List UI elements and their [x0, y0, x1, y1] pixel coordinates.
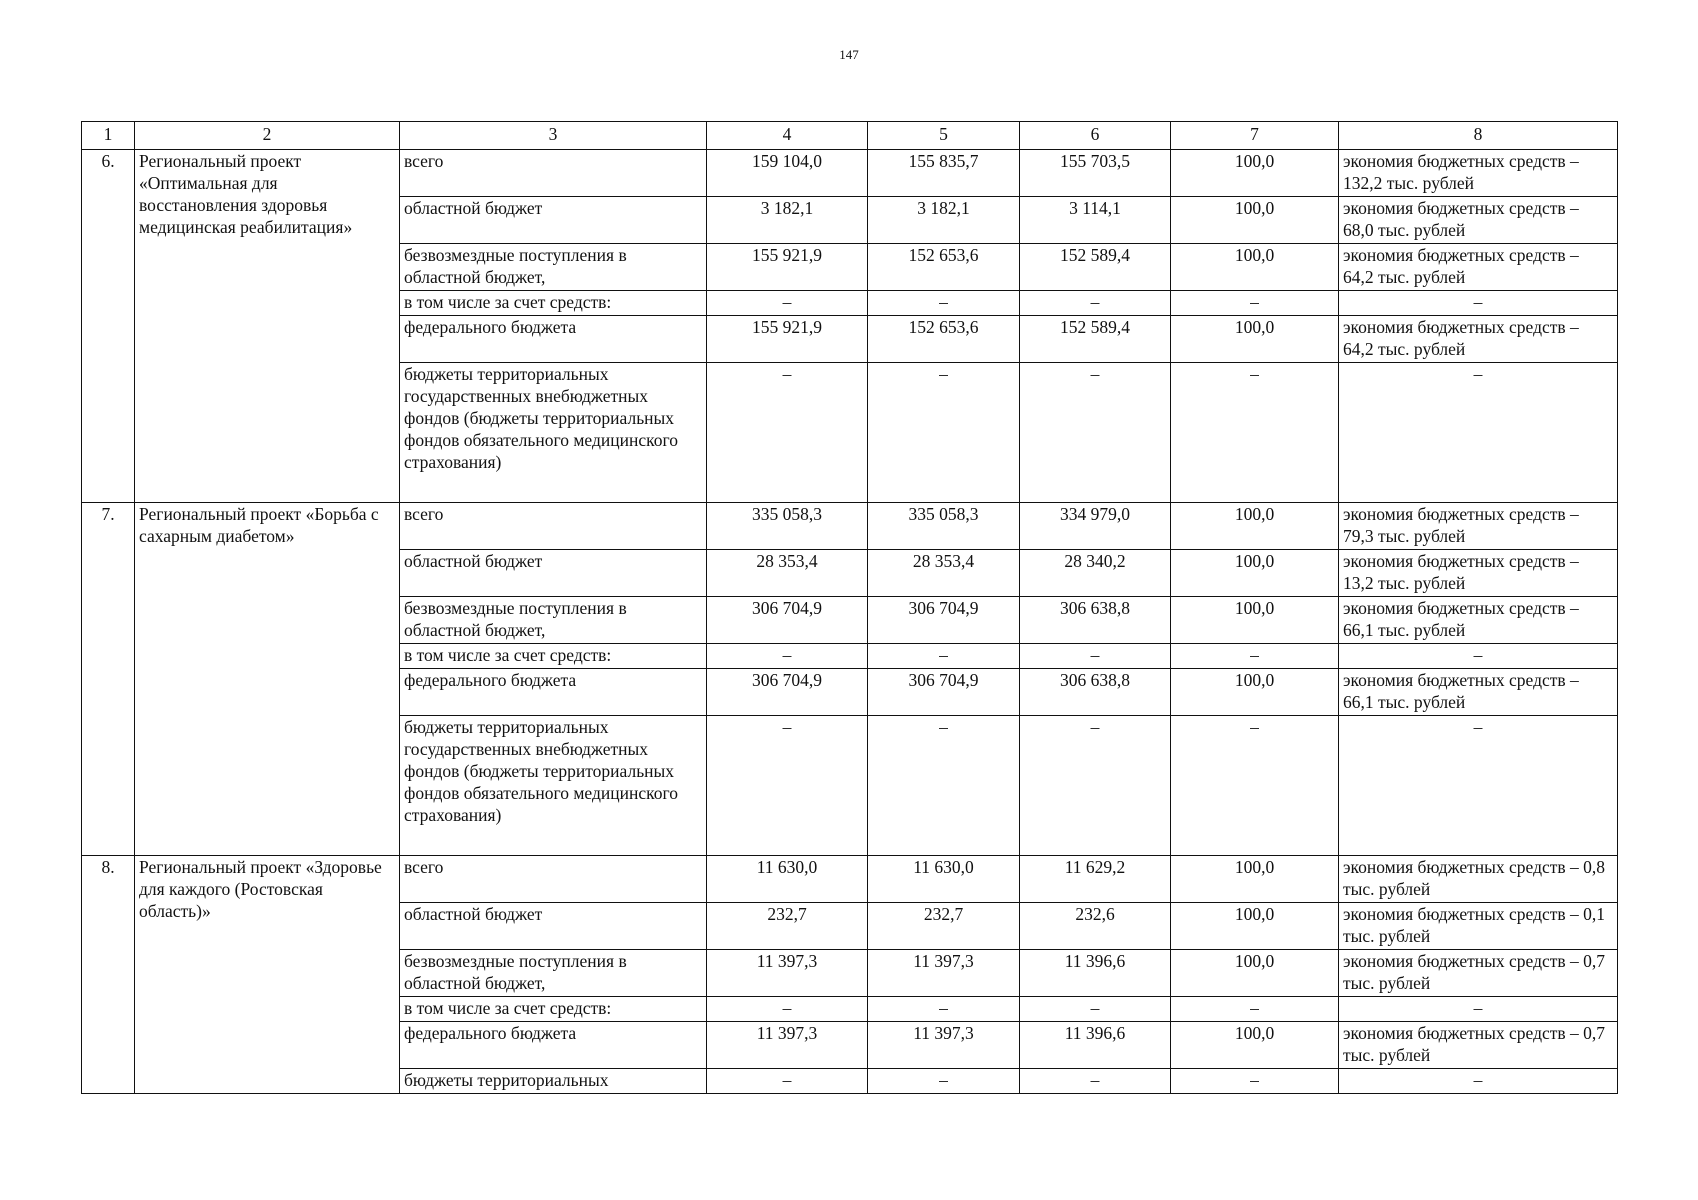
- plan-value: 159 104,0: [707, 150, 868, 197]
- plan-value: 3 182,1: [707, 197, 868, 244]
- actual-value: 306 638,8: [1020, 669, 1171, 716]
- actual-value: –: [1020, 1069, 1171, 1094]
- funding-source: федерального бюджета: [400, 669, 707, 716]
- percent-value: –: [1171, 363, 1339, 503]
- actual-value: –: [1020, 363, 1171, 503]
- adjusted-value: –: [868, 716, 1020, 856]
- adjusted-value: 155 835,7: [868, 150, 1020, 197]
- funding-source: областной бюджет: [400, 197, 707, 244]
- adjusted-value: –: [868, 1069, 1020, 1094]
- column-header: 2: [135, 122, 400, 150]
- adjusted-value: 152 653,6: [868, 244, 1020, 291]
- note: экономия бюджетных средств – 66,1 тыс. рублей: [1339, 669, 1618, 716]
- funding-source: бюджеты территориальных государственных внебюджетных фондов (бюджеты территориальных фондов обязательного медицинского страхования): [400, 716, 707, 856]
- plan-value: 28 353,4: [707, 550, 868, 597]
- funding-source: безвозмездные поступления в областной бюджет,: [400, 597, 707, 644]
- percent-value: –: [1171, 644, 1339, 669]
- funding-source: в том числе за счет средств:: [400, 291, 707, 316]
- plan-value: 155 921,9: [707, 316, 868, 363]
- plan-value: 232,7: [707, 903, 868, 950]
- funding-source: областной бюджет: [400, 903, 707, 950]
- percent-value: 100,0: [1171, 244, 1339, 291]
- note: –: [1339, 1069, 1618, 1094]
- funding-source: в том числе за счет средств:: [400, 997, 707, 1022]
- actual-value: 152 589,4: [1020, 244, 1171, 291]
- adjusted-value: –: [868, 644, 1020, 669]
- column-header: 3: [400, 122, 707, 150]
- plan-value: 11 397,3: [707, 950, 868, 997]
- column-header: 1: [82, 122, 135, 150]
- note: –: [1339, 716, 1618, 856]
- plan-value: –: [707, 716, 868, 856]
- funding-source: всего: [400, 503, 707, 550]
- percent-value: 100,0: [1171, 550, 1339, 597]
- funding-source: в том числе за счет средств:: [400, 644, 707, 669]
- actual-value: –: [1020, 644, 1171, 669]
- funding-source: безвозмездные поступления в областной бюджет,: [400, 244, 707, 291]
- actual-value: 306 638,8: [1020, 597, 1171, 644]
- note: –: [1339, 644, 1618, 669]
- percent-value: 100,0: [1171, 950, 1339, 997]
- percent-value: 100,0: [1171, 150, 1339, 197]
- adjusted-value: 335 058,3: [868, 503, 1020, 550]
- funding-source: федерального бюджета: [400, 1022, 707, 1069]
- note: –: [1339, 291, 1618, 316]
- plan-value: –: [707, 644, 868, 669]
- adjusted-value: 3 182,1: [868, 197, 1020, 244]
- percent-value: 100,0: [1171, 856, 1339, 903]
- note: экономия бюджетных средств – 68,0 тыс. рублей: [1339, 197, 1618, 244]
- actual-value: 28 340,2: [1020, 550, 1171, 597]
- note: –: [1339, 363, 1618, 503]
- note: –: [1339, 997, 1618, 1022]
- percent-value: 100,0: [1171, 669, 1339, 716]
- project-number: 8.: [82, 856, 135, 1094]
- note: экономия бюджетных средств – 0,7 тыс. рублей: [1339, 1022, 1618, 1069]
- adjusted-value: –: [868, 997, 1020, 1022]
- plan-value: 335 058,3: [707, 503, 868, 550]
- actual-value: 11 629,2: [1020, 856, 1171, 903]
- funding-source: областной бюджет: [400, 550, 707, 597]
- adjusted-value: –: [868, 363, 1020, 503]
- plan-value: –: [707, 1069, 868, 1094]
- adjusted-value: 232,7: [868, 903, 1020, 950]
- percent-value: 100,0: [1171, 903, 1339, 950]
- plan-value: 11 397,3: [707, 1022, 868, 1069]
- actual-value: 232,6: [1020, 903, 1171, 950]
- column-number-row: [82, 122, 1618, 150]
- funding-source: федерального бюджета: [400, 316, 707, 363]
- note: экономия бюджетных средств – 66,1 тыс. рублей: [1339, 597, 1618, 644]
- plan-value: 11 630,0: [707, 856, 868, 903]
- project-name: Региональный проект «Оптимальная для восстановления здоровья медицинская реабилитация»: [135, 150, 400, 503]
- percent-value: 100,0: [1171, 197, 1339, 244]
- page-number: 147: [839, 47, 859, 62]
- percent-value: 100,0: [1171, 1022, 1339, 1069]
- adjusted-value: 306 704,9: [868, 597, 1020, 644]
- percent-value: –: [1171, 716, 1339, 856]
- note: экономия бюджетных средств – 0,1 тыс. рублей: [1339, 903, 1618, 950]
- note: экономия бюджетных средств – 132,2 тыс. рублей: [1339, 150, 1618, 197]
- funding-source: бюджеты территориальных государственных внебюджетных фондов (бюджеты территориальных фондов обязательного медицинского страхования): [400, 363, 707, 503]
- percent-value: 100,0: [1171, 503, 1339, 550]
- column-header: 6: [1020, 122, 1171, 150]
- actual-value: –: [1020, 291, 1171, 316]
- note: экономия бюджетных средств – 64,2 тыс. рублей: [1339, 316, 1618, 363]
- project-name: Региональный проект «Борьба с сахарным диабетом»: [135, 503, 400, 856]
- budget-table: [81, 121, 1618, 1094]
- adjusted-value: –: [868, 291, 1020, 316]
- column-header: 5: [868, 122, 1020, 150]
- plan-value: 155 921,9: [707, 244, 868, 291]
- plan-value: 306 704,9: [707, 597, 868, 644]
- actual-value: 11 396,6: [1020, 1022, 1171, 1069]
- actual-value: 152 589,4: [1020, 316, 1171, 363]
- percent-value: 100,0: [1171, 316, 1339, 363]
- percent-value: –: [1171, 1069, 1339, 1094]
- table-row: [82, 503, 1618, 550]
- adjusted-value: 306 704,9: [868, 669, 1020, 716]
- adjusted-value: 152 653,6: [868, 316, 1020, 363]
- percent-value: –: [1171, 291, 1339, 316]
- project-name: Региональный проект «Здоровье для каждого (Ростовская область)»: [135, 856, 400, 1094]
- plan-value: –: [707, 363, 868, 503]
- note: экономия бюджетных средств – 13,2 тыс. рублей: [1339, 550, 1618, 597]
- note: экономия бюджетных средств – 79,3 тыс. рублей: [1339, 503, 1618, 550]
- note: экономия бюджетных средств – 0,8 тыс. рублей: [1339, 856, 1618, 903]
- table-row: [82, 856, 1618, 903]
- adjusted-value: 28 353,4: [868, 550, 1020, 597]
- note: экономия бюджетных средств – 0,7 тыс. рублей: [1339, 950, 1618, 997]
- column-header: 8: [1339, 122, 1618, 150]
- plan-value: –: [707, 291, 868, 316]
- project-number: 7.: [82, 503, 135, 856]
- actual-value: 155 703,5: [1020, 150, 1171, 197]
- adjusted-value: 11 397,3: [868, 950, 1020, 997]
- column-header: 7: [1171, 122, 1339, 150]
- funding-source: всего: [400, 150, 707, 197]
- funding-source: бюджеты территориальных: [400, 1069, 707, 1094]
- actual-value: 3 114,1: [1020, 197, 1171, 244]
- column-header: 4: [707, 122, 868, 150]
- plan-value: –: [707, 997, 868, 1022]
- percent-value: –: [1171, 997, 1339, 1022]
- adjusted-value: 11 630,0: [868, 856, 1020, 903]
- adjusted-value: 11 397,3: [868, 1022, 1020, 1069]
- funding-source: безвозмездные поступления в областной бюджет,: [400, 950, 707, 997]
- actual-value: 334 979,0: [1020, 503, 1171, 550]
- plan-value: 306 704,9: [707, 669, 868, 716]
- note: экономия бюджетных средств – 64,2 тыс. рублей: [1339, 244, 1618, 291]
- table-row: [82, 150, 1618, 197]
- actual-value: –: [1020, 716, 1171, 856]
- actual-value: –: [1020, 997, 1171, 1022]
- actual-value: 11 396,6: [1020, 950, 1171, 997]
- funding-source: всего: [400, 856, 707, 903]
- percent-value: 100,0: [1171, 597, 1339, 644]
- project-number: 6.: [82, 150, 135, 503]
